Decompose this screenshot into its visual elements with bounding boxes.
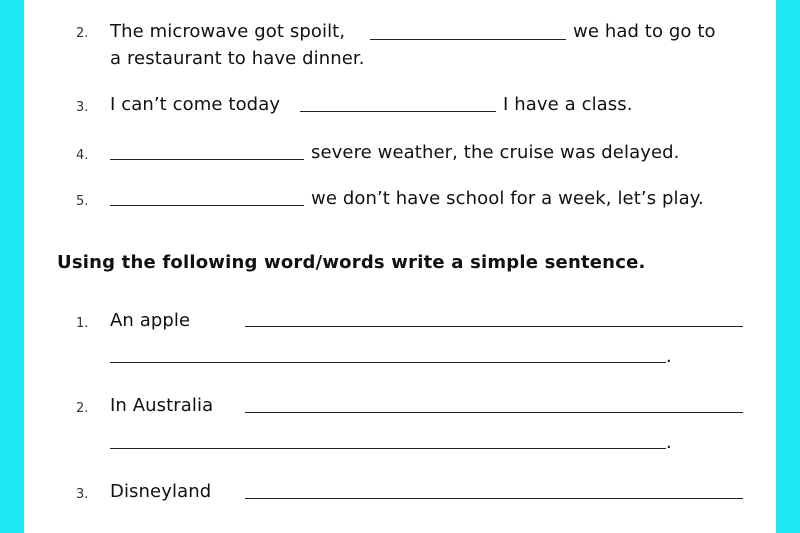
answer-blank[interactable] bbox=[370, 39, 566, 40]
prompt-word: Disneyland bbox=[110, 481, 212, 502]
answer-line-2[interactable] bbox=[110, 362, 666, 363]
left-cyan-border bbox=[0, 0, 24, 533]
end-period: . bbox=[666, 432, 672, 453]
end-period: . bbox=[666, 346, 672, 367]
sentence-start: The microwave got spoilt, bbox=[110, 21, 346, 42]
sentence-end: I have a class. bbox=[503, 94, 633, 115]
sentence-end: severe weather, the cruise was delayed. bbox=[311, 142, 680, 163]
right-cyan-border bbox=[776, 0, 800, 533]
item-number: 5. bbox=[76, 194, 89, 209]
item-number: 2. bbox=[76, 401, 89, 416]
sentence-end: we don’t have school for a week, let’s play. bbox=[311, 188, 704, 209]
sentence-continuation: a restaurant to have dinner. bbox=[110, 48, 365, 69]
sentence-end: we had to go to bbox=[573, 21, 716, 42]
sentence-start: I can’t come today bbox=[110, 94, 281, 115]
answer-blank[interactable] bbox=[300, 111, 496, 112]
item-number: 2. bbox=[76, 26, 89, 41]
answer-line-1[interactable] bbox=[245, 326, 743, 327]
item-number: 1. bbox=[76, 316, 89, 331]
prompt-word: An apple bbox=[110, 310, 191, 331]
item-number: 4. bbox=[76, 148, 89, 163]
answer-line-1[interactable] bbox=[245, 498, 743, 499]
answer-line-2[interactable] bbox=[110, 448, 666, 449]
answer-blank[interactable] bbox=[110, 205, 304, 206]
prompt-word: In Australia bbox=[110, 395, 214, 416]
section-heading: Using the following word/words write a simple sentence. bbox=[57, 252, 646, 273]
answer-line-1[interactable] bbox=[245, 412, 743, 413]
item-number: 3. bbox=[76, 487, 89, 502]
item-number: 3. bbox=[76, 100, 89, 115]
answer-blank[interactable] bbox=[110, 159, 304, 160]
